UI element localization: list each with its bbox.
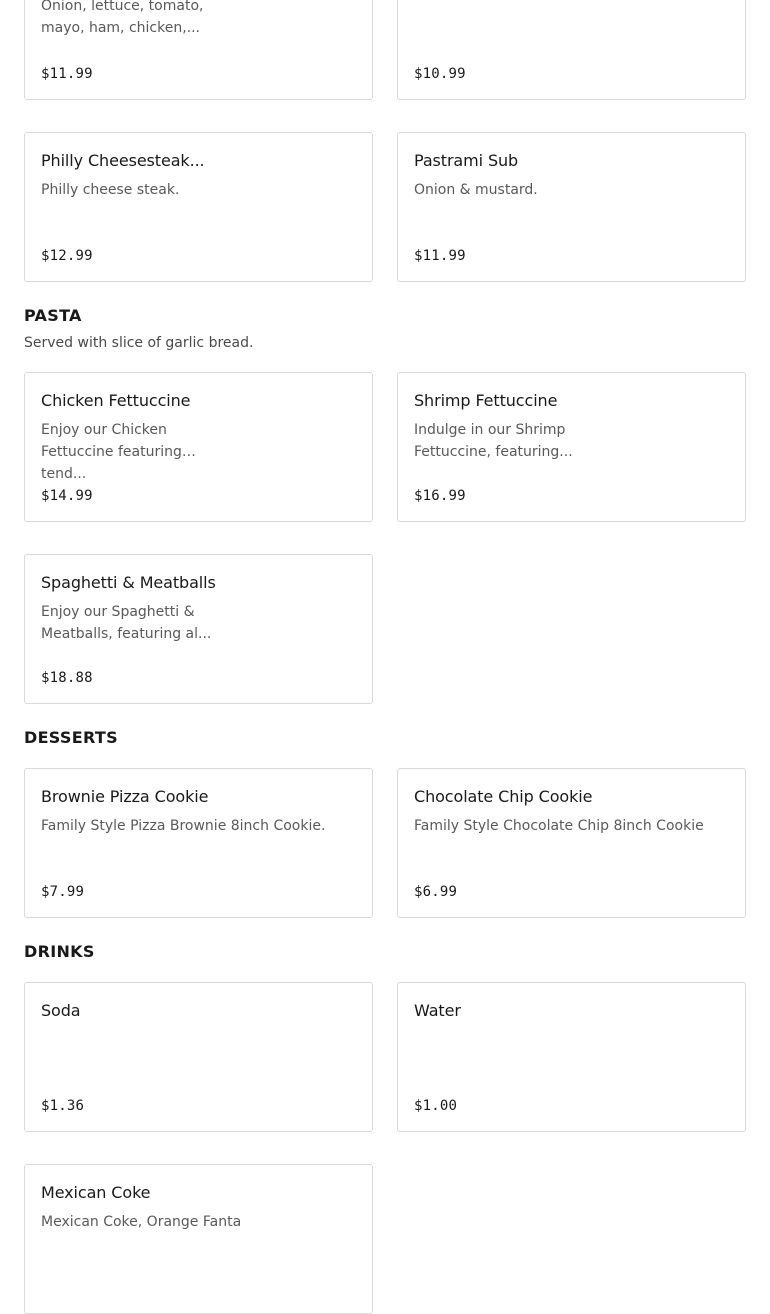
menu-item-card[interactable] bbox=[397, 982, 746, 1132]
item-name: Chocolate Chip Cookie bbox=[414, 787, 593, 806]
item-description: Enjoy our Spaghetti & Meatballs, featuring al... bbox=[41, 604, 212, 642]
item-name: Shrimp Fettuccine bbox=[414, 391, 558, 410]
item-price: $6.99 bbox=[414, 884, 458, 900]
item-name: Water bbox=[414, 1001, 461, 1020]
item-description: Indulge in our Shrimp Fettuccine, featuring... bbox=[414, 422, 573, 460]
item-name: Philly Cheesesteak... bbox=[41, 151, 205, 170]
menu-item-card[interactable] bbox=[24, 132, 373, 282]
item-name: Brownie Pizza Cookie bbox=[41, 787, 209, 806]
menu-item-card[interactable] bbox=[397, 768, 746, 918]
menu-item-card[interactable] bbox=[24, 768, 373, 918]
item-price: $18.88 bbox=[41, 670, 93, 686]
item-description: Philly cheese steak. bbox=[41, 182, 180, 198]
section-subtitle-pasta: Served with slice of garlic bread. bbox=[24, 335, 254, 351]
section-title-pasta: PASTA bbox=[24, 306, 82, 325]
item-price: $1.36 bbox=[41, 1098, 85, 1114]
item-name: Pastrami Sub bbox=[414, 151, 519, 170]
menu-item-card[interactable] bbox=[397, 0, 746, 100]
item-name: Spaghetti & Meatballs bbox=[41, 573, 216, 592]
menu-item-card[interactable] bbox=[24, 554, 373, 704]
item-price: $14.99 bbox=[41, 488, 93, 504]
item-name: Mexican Coke bbox=[41, 1183, 151, 1202]
item-description: Family Style Pizza Brownie 8inch Cookie. bbox=[41, 818, 326, 834]
menu-item-card[interactable] bbox=[397, 132, 746, 282]
menu-item-card[interactable] bbox=[24, 982, 373, 1132]
section-title-desserts: DESSERTS bbox=[24, 728, 118, 747]
item-price: $16.99 bbox=[414, 488, 466, 504]
item-price: $1.00 bbox=[414, 1098, 458, 1114]
item-description: Mexican Coke, Orange Fanta bbox=[41, 1214, 242, 1230]
item-name: Chicken Fettuccine bbox=[41, 391, 191, 410]
item-price: $11.99 bbox=[41, 66, 93, 82]
item-price: $11.99 bbox=[414, 248, 466, 264]
menu-item-card[interactable] bbox=[397, 372, 746, 522]
item-description: Onion, lettuce, tomato, mayo, ham, chicken,... bbox=[41, 0, 204, 36]
menu-item-card[interactable] bbox=[24, 0, 373, 100]
item-price: $12.99 bbox=[41, 248, 93, 264]
section-title-drinks: DRINKS bbox=[24, 942, 95, 961]
menu-item-card[interactable] bbox=[24, 1164, 373, 1314]
item-description: Enjoy our Chicken Fettuccine featuring tend... bbox=[41, 422, 182, 482]
item-price: $7.99 bbox=[41, 884, 85, 900]
item-description: Family Style Chocolate Chip 8inch Cookie bbox=[414, 818, 704, 834]
item-name: Soda bbox=[41, 1001, 81, 1020]
item-description: Onion & mustard. bbox=[414, 182, 538, 198]
menu-item-card[interactable] bbox=[24, 372, 373, 522]
item-price: $10.99 bbox=[414, 66, 466, 82]
